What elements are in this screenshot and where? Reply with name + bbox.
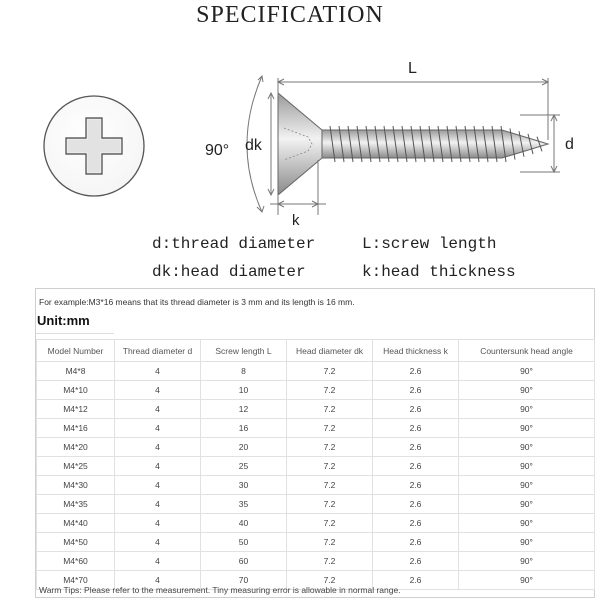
table-cell: 30	[201, 476, 287, 495]
warm-tips: Warm Tips: Please refer to the measurement. Tiny measuring error is allowable in normal range.	[39, 585, 401, 595]
table-cell: 90°	[459, 381, 595, 400]
table-cell: 2.6	[373, 381, 459, 400]
table-cell: 25	[201, 457, 287, 476]
table-row	[37, 362, 595, 381]
table-cell: 90°	[459, 552, 595, 571]
table-cell: M4*10	[37, 381, 115, 400]
page-title: SPECIFICATION	[196, 2, 384, 28]
unit-label: Unit:mm	[37, 313, 90, 328]
table-cell: 90°	[459, 438, 595, 457]
table-cell: 8	[201, 362, 287, 381]
table-cell: 7.2	[287, 400, 373, 419]
table-cell: 4	[115, 438, 201, 457]
table-cell: 7.2	[287, 476, 373, 495]
column-header: Head thickness k	[373, 340, 459, 362]
example-note: For example:M3*16 means that its thread diameter is 3 mm and its length is 16 mm.	[39, 297, 355, 307]
table-cell: 4	[115, 552, 201, 571]
thread-diameter-label: d	[565, 136, 574, 153]
table-row	[37, 476, 595, 495]
column-header: Countersunk head angle	[459, 340, 595, 362]
table-cell: 90°	[459, 400, 595, 419]
table-cell: 2.6	[373, 400, 459, 419]
table-cell: 7.2	[287, 419, 373, 438]
table-cell: 2.6	[373, 514, 459, 533]
table-cell: M4*70	[37, 571, 115, 590]
table-cell: 90°	[459, 419, 595, 438]
table-cell: 7.2	[287, 362, 373, 381]
legend-screw-length: L:screw length	[362, 235, 497, 253]
table-cell: M4*25	[37, 457, 115, 476]
table-row	[37, 495, 595, 514]
table-cell: 90°	[459, 457, 595, 476]
table-cell: 4	[115, 514, 201, 533]
table-row	[37, 400, 595, 419]
table-cell: 2.6	[373, 362, 459, 381]
table-cell: 60	[201, 552, 287, 571]
table-cell: 4	[115, 362, 201, 381]
table-cell: 90°	[459, 571, 595, 590]
table-cell: M4*8	[37, 362, 115, 381]
table-cell: 7.2	[287, 552, 373, 571]
table-cell: 7.2	[287, 438, 373, 457]
table-cell: 4	[115, 476, 201, 495]
table-cell: 2.6	[373, 438, 459, 457]
table-row	[37, 514, 595, 533]
divider	[36, 333, 114, 334]
table-cell: 70	[201, 571, 287, 590]
table-cell: 4	[115, 495, 201, 514]
table-cell: 12	[201, 400, 287, 419]
table-cell: M4*16	[37, 419, 115, 438]
column-header: Model Number	[37, 340, 115, 362]
table-cell: 4	[115, 381, 201, 400]
table-row	[37, 457, 595, 476]
table-cell: 4	[115, 419, 201, 438]
table-cell: 10	[201, 381, 287, 400]
table-cell: 35	[201, 495, 287, 514]
specification-table-panel	[35, 288, 595, 598]
table-header-row	[37, 340, 595, 362]
table-cell: 90°	[459, 476, 595, 495]
table-cell: 90°	[459, 495, 595, 514]
table-cell: 7.2	[287, 514, 373, 533]
table-cell: 7.2	[287, 533, 373, 552]
table-row	[37, 438, 595, 457]
table-body	[37, 362, 595, 590]
column-header: Head diameter dk	[287, 340, 373, 362]
table-cell: 2.6	[373, 571, 459, 590]
head-thickness-label: k	[292, 212, 300, 229]
table-cell: M4*35	[37, 495, 115, 514]
table-cell: 16	[201, 419, 287, 438]
legend-head-diameter: dk:head diameter	[152, 263, 306, 281]
table-row	[37, 381, 595, 400]
column-header: Thread diameter d	[115, 340, 201, 362]
head-diameter-label: dk	[245, 137, 262, 154]
table-cell: 7.2	[287, 457, 373, 476]
table-cell: 4	[115, 457, 201, 476]
table-cell: 40	[201, 514, 287, 533]
table-cell: 90°	[459, 362, 595, 381]
table-cell: 2.6	[373, 419, 459, 438]
length-label: L	[408, 60, 417, 77]
column-header: Screw length L	[201, 340, 287, 362]
table-cell: M4*30	[37, 476, 115, 495]
table-cell: 7.2	[287, 495, 373, 514]
table-cell: 2.6	[373, 457, 459, 476]
table-cell: 90°	[459, 533, 595, 552]
table-cell: 4	[115, 400, 201, 419]
table-cell: 7.2	[287, 381, 373, 400]
table-cell: M4*50	[37, 533, 115, 552]
screw-head-top-view	[44, 96, 144, 196]
specification-table	[36, 339, 595, 590]
table-cell: M4*12	[37, 400, 115, 419]
screw-diagram	[0, 0, 600, 235]
table-cell: M4*40	[37, 514, 115, 533]
table-cell: 7.2	[287, 571, 373, 590]
table-row	[37, 552, 595, 571]
table-row	[37, 533, 595, 552]
table-cell: M4*20	[37, 438, 115, 457]
table-cell: M4*60	[37, 552, 115, 571]
table-cell: 2.6	[373, 533, 459, 552]
table-cell: 90°	[459, 514, 595, 533]
table-cell: 20	[201, 438, 287, 457]
legend-head-thickness: k:head thickness	[362, 263, 516, 281]
table-cell: 4	[115, 571, 201, 590]
table-row	[37, 419, 595, 438]
angle-label: 90°	[205, 142, 230, 159]
table-cell: 4	[115, 533, 201, 552]
legend-thread-diameter: d:thread diameter	[152, 235, 316, 253]
table-cell: 2.6	[373, 495, 459, 514]
table-cell: 2.6	[373, 476, 459, 495]
head-diameter-dimension	[245, 93, 274, 195]
table-cell: 50	[201, 533, 287, 552]
table-cell: 2.6	[373, 552, 459, 571]
